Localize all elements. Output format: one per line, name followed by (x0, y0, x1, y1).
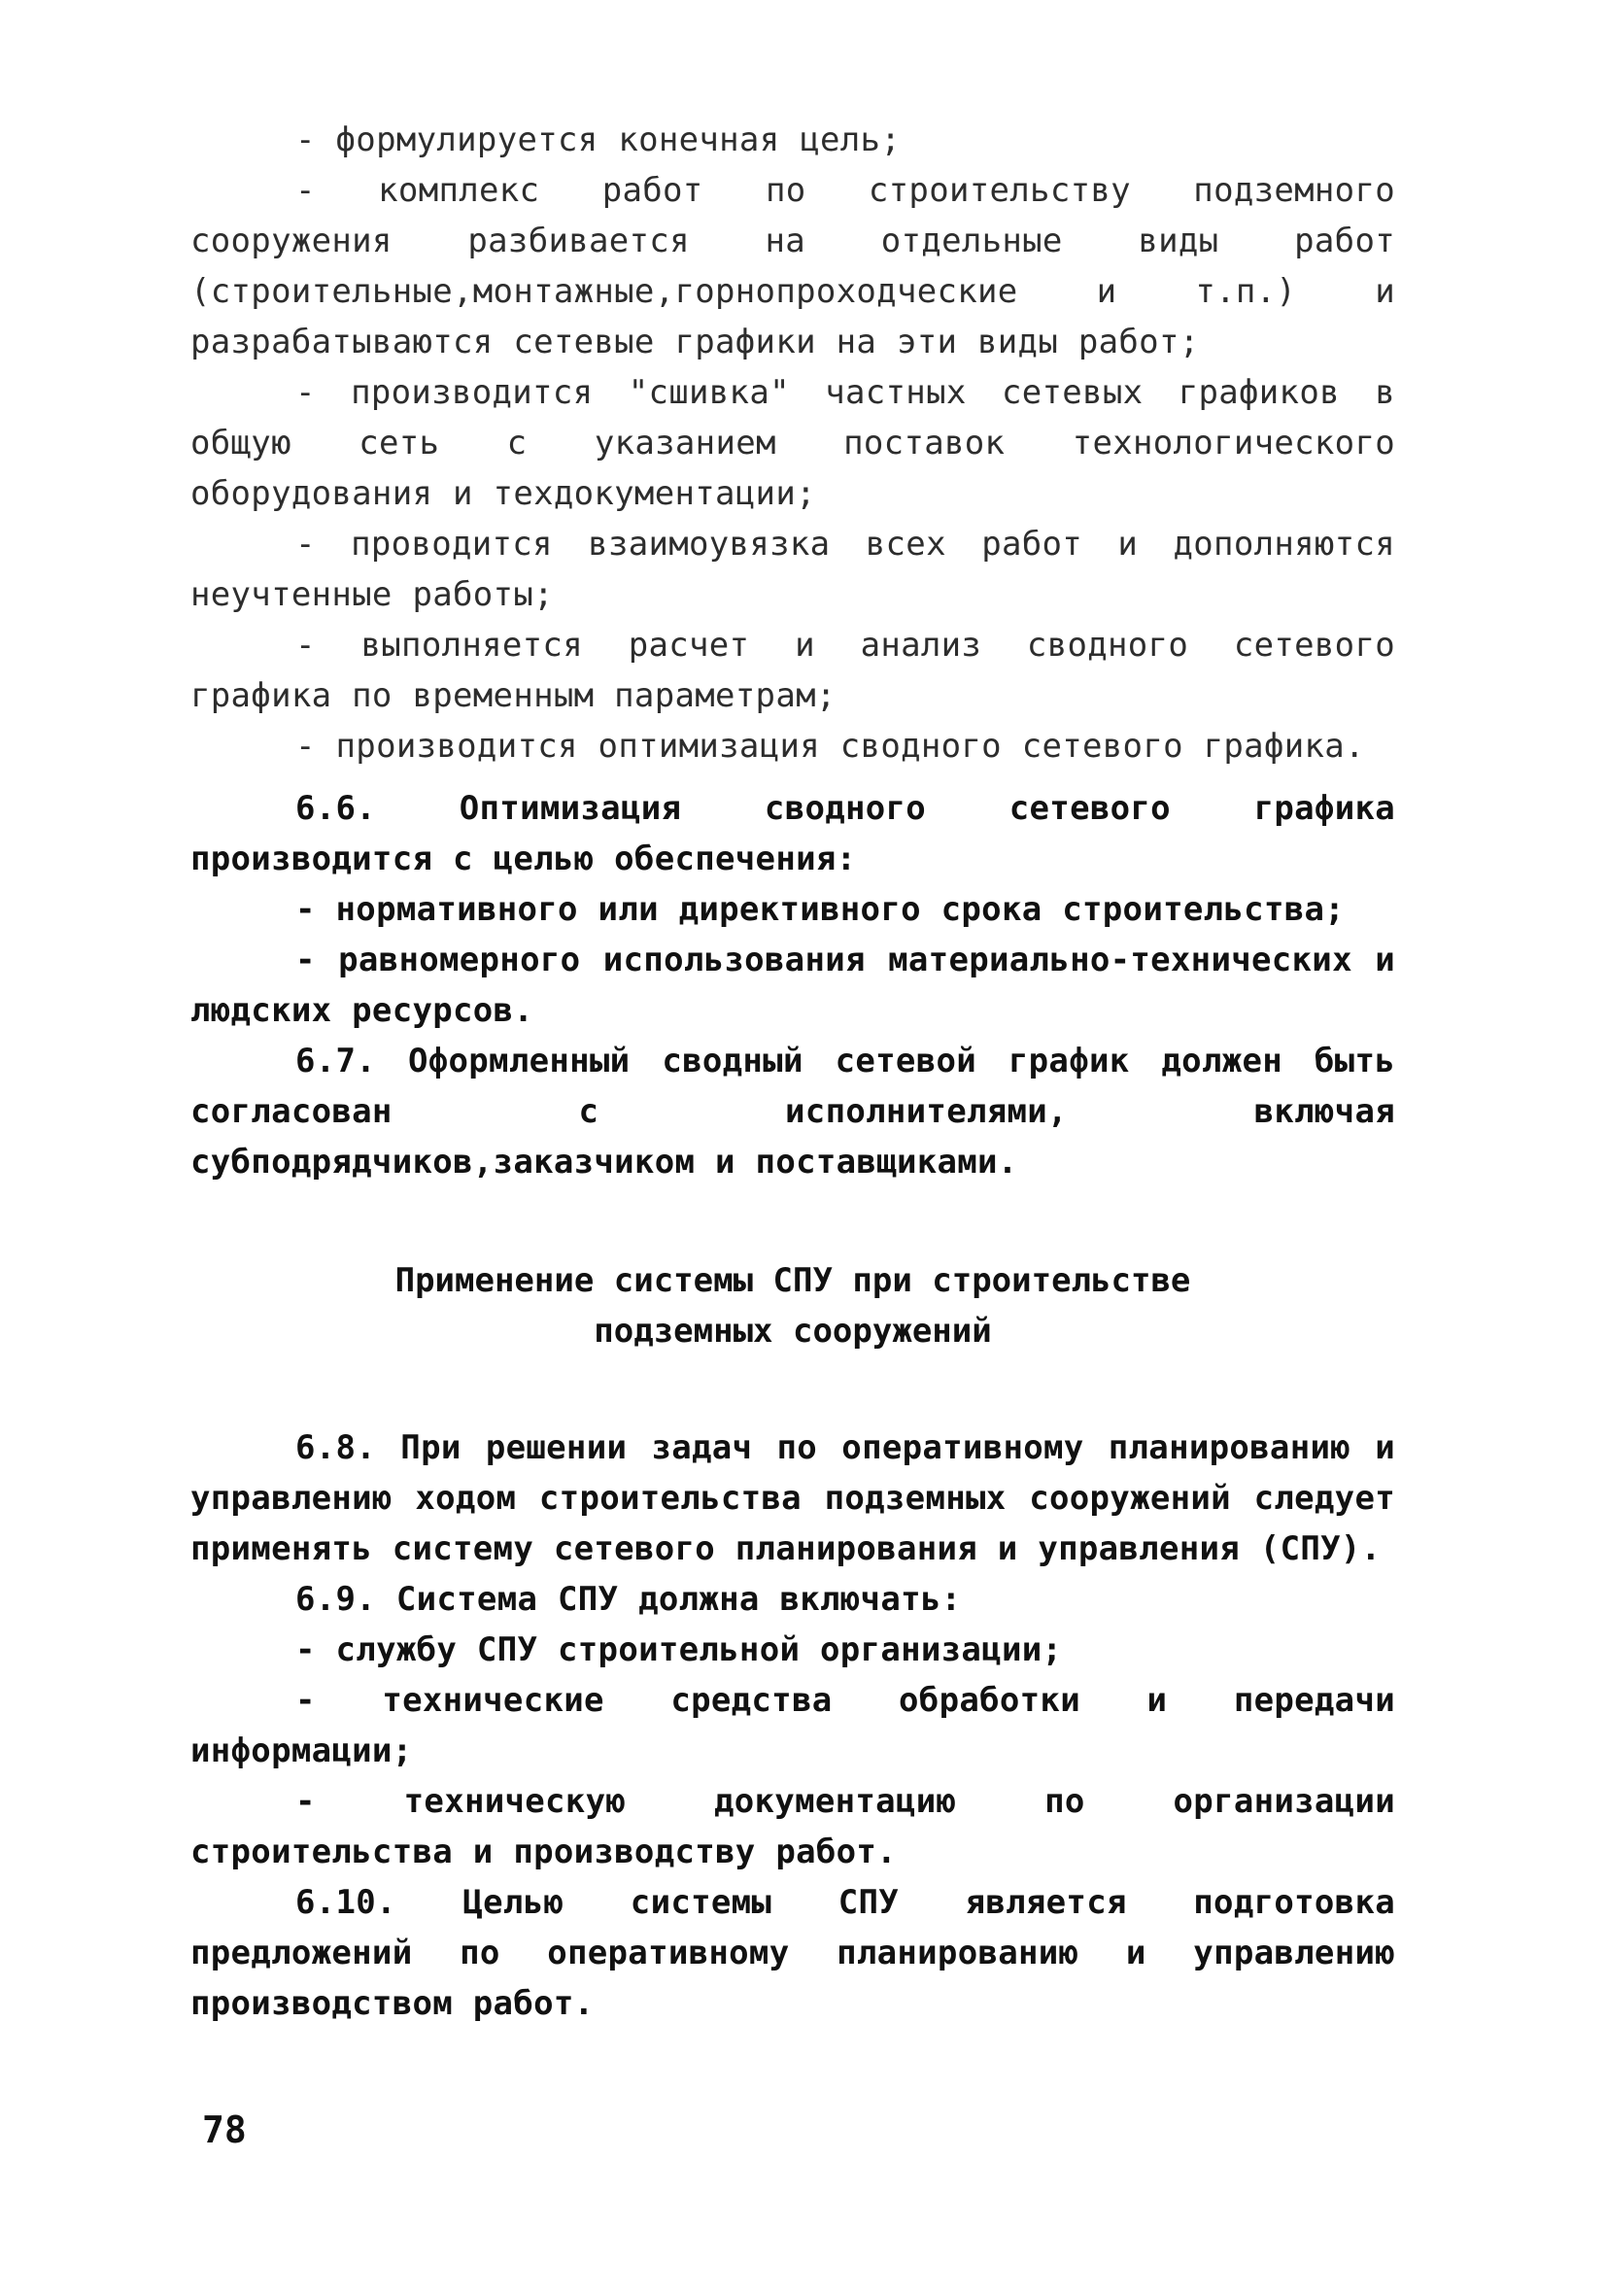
paragraph-6-10: 6.10. Целью системы СПУ является подготовка предложений по оперативному планированию и управлению производством работ. (190, 1883, 1395, 2023)
list-item-breakdown: - комплекс работ по строительству подземного сооружения разбивается на отдельные виды работ (строительные,монтажные,горнопроходческие и т.п.) и разрабатываются сетевые графики на эти виды работ; (190, 171, 1395, 361)
list-item-technical-means: - технические средства обработки и передачи информации; (190, 1681, 1395, 1770)
list-item-optimization: - производится оптимизация сводного сетевого графика. (295, 727, 1365, 766)
paragraph-6-8: 6.8. При решении задач по оперативному планированию и управлению ходом строительства подземных сооружений следует применять систему сетевого планирования и управления (СПУ). (190, 1428, 1395, 1568)
paragraph-6-9-lead: 6.9. Система СПУ должна включать: (295, 1580, 962, 1619)
list-item-linking: - проводится взаимоувязка всех работ и дополняются неучтенные работы; (190, 525, 1395, 614)
lower-text-block (190, 1422, 1395, 2029)
list-item-deadline: - нормативного или директивного срока строительства; (295, 890, 1346, 929)
section-heading-line-1: Применение системы СПУ при строительстве (394, 1261, 1191, 1300)
list-item-resources: - равномерного использования материально-технических и людских ресурсов. (190, 941, 1395, 1030)
paragraph-6-6-lead: 6.6. Оптимизация сводного сетевого графика производится с целью обеспечения: (190, 789, 1395, 878)
list-item-goal: - формулируется конечная цель; (295, 120, 902, 159)
section-heading-line-2: подземных сооружений (594, 1312, 992, 1351)
paragraph-6-7: 6.7. Оформленный сводный сетевой график должен быть согласован с исполнителями, включая субподрядчиков,заказчиком и поставщиками. (190, 1042, 1395, 1182)
list-item-merge: - производится "сшивка" частных сетевых графиков в общую сеть с указанием поставок технологического оборудования и техдокументации; (190, 373, 1395, 513)
page-number: 78 (202, 2108, 247, 2151)
list-item-calculation: - выполняется расчет и анализ сводного сетевого графика по временным параметрам; (190, 626, 1395, 715)
section-heading (190, 1255, 1395, 1356)
list-item-documentation: - техническую документацию по организации строительства и производству работ. (190, 1782, 1395, 1871)
upper-text-block (190, 115, 1395, 1187)
list-item-spu-service: - службу СПУ строительной организации; (295, 1630, 1063, 1669)
